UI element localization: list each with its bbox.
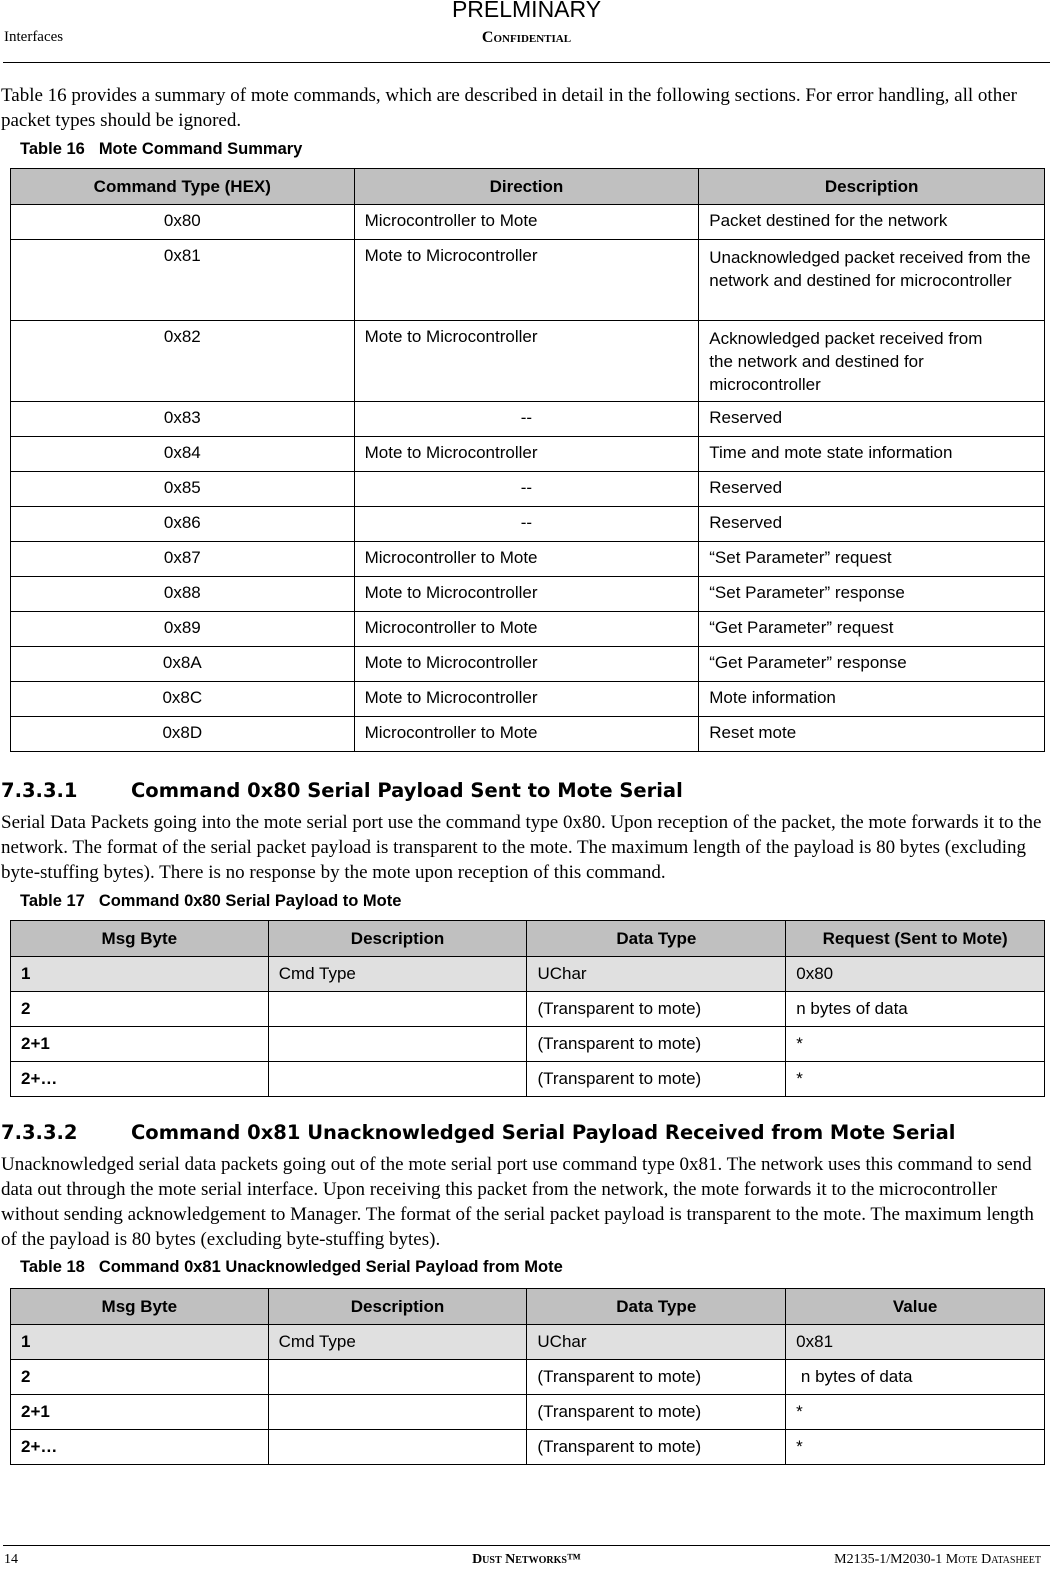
cell: 2 [11, 992, 269, 1027]
cell: 0x83 [11, 402, 355, 437]
page-number: 14 [4, 1552, 18, 1567]
table-row [11, 1395, 1045, 1430]
cell: 0x82 [11, 321, 355, 402]
cell: n bytes of data [786, 992, 1045, 1027]
column-header: Msg Byte [11, 921, 269, 957]
cell: Microcontroller to Mote [354, 717, 699, 752]
cell: 2+1 [11, 1395, 269, 1430]
table-row [11, 1062, 1045, 1097]
section-title: Command 0x81 Unacknowledged Serial Payload Received from Mote Serial [131, 1121, 956, 1144]
cell: -- [354, 402, 699, 437]
section-number: 7.3.3.2 [1, 1121, 78, 1144]
intro-paragraph: Table 16 provides a summary of mote commands, which are described in detail in the following sections. For error handling, all other packet types should be ignored. [1, 85, 1017, 131]
header-divider [3, 62, 1050, 63]
cell: Microcontroller to Mote [354, 612, 699, 647]
cell: Mote to Microcontroller [354, 321, 699, 402]
cell: Reserved [699, 507, 1045, 542]
cell: 0x85 [11, 472, 355, 507]
table-row [11, 1027, 1045, 1062]
cell: Reserved [699, 472, 1045, 507]
cell: “Get Parameter” request [699, 612, 1045, 647]
cell: 0x80 [786, 957, 1045, 992]
cell: 2+1 [11, 1027, 269, 1062]
cell: Microcontroller to Mote [354, 542, 699, 577]
cell: “Set Parameter” response [699, 577, 1045, 612]
section-heading-7331 [1, 779, 683, 802]
cell: 0x87 [11, 542, 355, 577]
cell: Microcontroller to Mote [354, 205, 699, 240]
cell: Unacknowledged packet received from the network and destined for microcontroller [699, 240, 1045, 321]
cell: * [786, 1395, 1045, 1430]
section-heading-7332 [1, 1121, 955, 1144]
preliminary-watermark: PRELMINARY [451, 0, 602, 22]
header-classification: Confidential [481, 29, 572, 46]
table-row [11, 542, 1045, 577]
cell: 1 [11, 1325, 269, 1360]
footer-document-title: M2135-1/M2030-1 Mote Datasheet [834, 1552, 1041, 1567]
table18-number: Table 18 [20, 1258, 85, 1276]
table-row [11, 205, 1045, 240]
table-row [11, 957, 1045, 992]
table17-caption [20, 892, 401, 911]
cell: 0x84 [11, 437, 355, 472]
cell: Cmd Type [268, 1325, 527, 1360]
table-row [11, 1325, 1045, 1360]
cell [268, 1062, 527, 1097]
cell: (Transparent to mote) [527, 1360, 786, 1395]
cell: Cmd Type [268, 957, 527, 992]
header-section: Interfaces [4, 29, 64, 45]
cell: Mote to Microcontroller [354, 240, 699, 321]
cell: Reset mote [699, 717, 1045, 752]
cell: Mote to Microcontroller [354, 647, 699, 682]
table-row [11, 717, 1045, 752]
cell: Reserved [699, 402, 1045, 437]
cell: 1 [11, 957, 269, 992]
table-row [11, 437, 1045, 472]
cell [268, 1027, 527, 1062]
table16-number: Table 16 [20, 140, 85, 158]
column-header: Msg Byte [11, 1289, 269, 1325]
table18-caption [20, 1258, 563, 1277]
cell: * [786, 1062, 1045, 1097]
column-header: Command Type (HEX) [11, 169, 355, 205]
section-title: Command 0x80 Serial Payload Sent to Mote Serial [131, 779, 683, 802]
cell [268, 1360, 527, 1395]
table-row [11, 507, 1045, 542]
cell: 2+… [11, 1430, 269, 1465]
column-header: Request (Sent to Mote) [786, 921, 1045, 957]
column-header: Direction [354, 169, 699, 205]
cell: 0x81 [786, 1325, 1045, 1360]
column-header: Description [268, 1289, 527, 1325]
cell: UChar [527, 1325, 786, 1360]
cell: 0x8D [11, 717, 355, 752]
cell [268, 992, 527, 1027]
table17-serial-payload-to-mote [10, 920, 1045, 1097]
cell: (Transparent to mote) [527, 1062, 786, 1097]
column-header: Data Type [527, 921, 786, 957]
table-row [11, 682, 1045, 717]
cell: (Transparent to mote) [527, 1027, 786, 1062]
cell: (Transparent to mote) [527, 1430, 786, 1465]
section-number: 7.3.3.1 [1, 779, 78, 802]
cell: Mote information [699, 682, 1045, 717]
cell: (Transparent to mote) [527, 1395, 786, 1430]
table18-title: Command 0x81 Unacknowledged Serial Payload from Mote [98, 1258, 563, 1276]
cell: Time and mote state information [699, 437, 1045, 472]
table18-unacknowledged-serial-payload [10, 1288, 1045, 1465]
cell: Mote to Microcontroller [354, 682, 699, 717]
table16-mote-command-summary [10, 168, 1045, 752]
cell: 0x88 [11, 577, 355, 612]
table17-title: Command 0x80 Serial Payload to Mote [98, 892, 402, 910]
cell: -- [354, 507, 699, 542]
cell: -- [354, 472, 699, 507]
section-7332-paragraph: Unacknowledged serial data packets going out of the mote serial port use command type 0x81. The network uses this command to send data out through the mote serial interface. Upon receiving this packet from the network, the mote forwards it to the microcontroller without sending acknowledgement to Manager. The format of the serial packet payload is transparent to the mote. The maximum length of the payload is 80 bytes (excluding byte-stuffing bytes). [1, 1154, 1034, 1250]
cell: UChar [527, 957, 786, 992]
cell: Packet destined for the network [699, 205, 1045, 240]
footer-divider [3, 1545, 1050, 1546]
table-row [11, 577, 1045, 612]
cell: 0x8A [11, 647, 355, 682]
cell: 0x86 [11, 507, 355, 542]
cell: 0x80 [11, 205, 355, 240]
table-row [11, 1430, 1045, 1465]
table-row [11, 402, 1045, 437]
table-row [11, 647, 1045, 682]
table-row [11, 992, 1045, 1027]
table-row [11, 612, 1045, 647]
cell: 2 [11, 1360, 269, 1395]
cell: 0x8C [11, 682, 355, 717]
cell [268, 1430, 527, 1465]
cell: Mote to Microcontroller [354, 437, 699, 472]
table-row [11, 321, 1045, 402]
table17-number: Table 17 [20, 892, 85, 910]
cell: 0x89 [11, 612, 355, 647]
cell: 2+… [11, 1062, 269, 1097]
table16-title: Mote Command Summary [98, 140, 303, 158]
table-row [11, 472, 1045, 507]
cell: Acknowledged packet received from the network and destined for microcontroller [699, 321, 1045, 402]
cell: * [786, 1027, 1045, 1062]
cell: n bytes of data [786, 1360, 1045, 1395]
cell: 0x81 [11, 240, 355, 321]
cell: (Transparent to mote) [527, 992, 786, 1027]
cell: Mote to Microcontroller [354, 577, 699, 612]
table-row [11, 240, 1045, 321]
cell: “Get Parameter” response [699, 647, 1045, 682]
column-header: Data Type [527, 1289, 786, 1325]
column-header: Value [786, 1289, 1045, 1325]
column-header: Description [699, 169, 1045, 205]
section-7331-paragraph: Serial Data Packets going into the mote serial port use the command type 0x80. Upon reception of the packet, the mote forwards it to the network. The format of the serial packet payload is transparent to the mote. The maximum length of the payload is 80 bytes (excluding byte-stuffing bytes). There is no response by the mote upon reception of this command. [1, 812, 1042, 883]
table16-caption [20, 140, 302, 159]
footer-company: Dust Networks™ [472, 1552, 581, 1567]
cell: “Set Parameter” request [699, 542, 1045, 577]
cell: * [786, 1430, 1045, 1465]
column-header: Description [268, 921, 527, 957]
cell [268, 1395, 527, 1430]
table-row [11, 1360, 1045, 1395]
